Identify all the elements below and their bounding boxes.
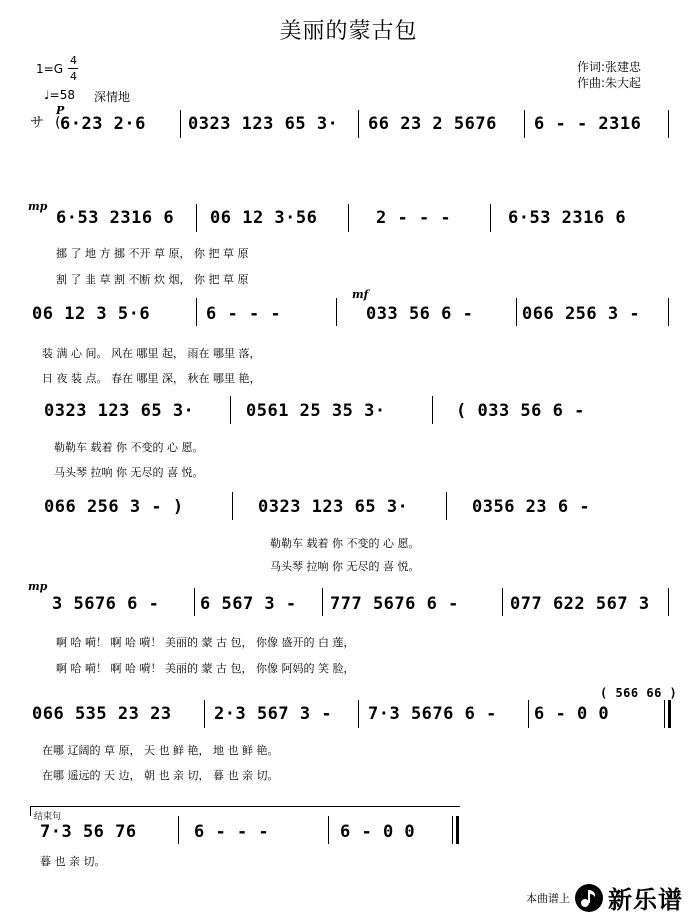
measure-notes: 0323 123 65 3· [188,114,339,134]
lyric-line: 挪 了 地 方 挪 不开 草 原， 你 把 草 原 [56,247,249,260]
final-barline [452,816,453,844]
measure-notes: 6·53 2316 6 [508,208,627,228]
repeat-barline-thick [668,700,671,728]
lyric-line: 啊 哈 嗬！ 啊 哈 嗬！ 美丽的 蒙 古 包， 你像 盛开的 白 莲， [56,636,355,649]
barline [358,110,359,138]
measure-notes: 7·3 5676 6 - [368,704,497,724]
barline [232,492,233,520]
measure-notes: 66 23 2 5676 [368,114,497,134]
barline [668,110,669,138]
barline [322,588,323,616]
dynamic-mark: mf [352,288,369,301]
footer-brand [526,880,683,915]
lyric-line: 在哪 辽阔的 草 原， 天 也 鲜 艳， 地 也 鲜 艳。 [42,744,279,757]
measure-notes: 0323 123 65 3· [44,401,195,421]
measure-notes: 0561 25 35 3· [246,401,386,421]
barline [204,700,205,728]
barline [196,204,197,232]
measure-notes: 7·3 56 76 [40,822,137,842]
ending-bracket-edge [30,806,31,816]
measure-notes: 06 12 3 5·6 [32,304,151,324]
barline [524,110,525,138]
barline [668,298,669,326]
measure-notes: 033 56 6 - [366,304,474,324]
barline [528,700,529,728]
measure-notes: 6 - 0 0 [340,822,416,842]
dynamic-mark: mp [28,200,48,213]
measure-notes: 6 567 3 - [200,594,297,614]
free-tempo-mark: サ ( [30,115,63,131]
measure-notes: 6 - 0 0 [534,704,610,724]
music-note-icon [574,883,604,913]
measure-notes: 6·53 2316 6 [56,208,175,228]
measure-notes: 3 5676 6 - [52,594,160,614]
measure-notes: 066 256 3 - ) [44,497,184,517]
barline [328,816,329,844]
barline [502,588,503,616]
lyric-line: 割 了 韭 草 割 不断 炊 烟， 你 把 草 原 [56,273,249,286]
measure-notes: 0356 23 6 - [472,497,591,517]
page-title: 美丽的蒙古包 [279,19,418,44]
lyric-line: 日 夜 装 点。 春在 哪里 深， 秋在 哪里 艳， [42,372,261,385]
lyricist-credit: 作词:张建忠 [577,60,642,74]
time-signature-rule [68,68,78,69]
barline [358,700,359,728]
footer-brand-name: 新乐谱 [608,886,683,914]
lyric-line: 勒勒车 载着 你 不变的 心 愿。 [270,537,420,550]
measure-notes: 077 622 567 3 [510,594,650,614]
barline [446,492,447,520]
lyric-line: 马头琴 拉响 你 无尽的 喜 悦。 [54,466,204,479]
measure-notes: 6 - - - [206,304,282,324]
barline [516,298,517,326]
footer-prefix: 本曲谱上 [526,891,570,905]
time-signature-bottom: 4 [70,70,77,83]
lyric-line: 装 满 心 间。 风在 哪里 起， 雨在 哪里 落， [42,347,261,360]
lyric-line: 暮 也 亲 切。 [40,855,106,868]
barline [668,588,669,616]
ending-bracket [30,806,460,807]
time-signature-top: 4 [70,54,77,67]
lyric-line: 啊 哈 嗬！ 啊 哈 嗬！ 美丽的 蒙 古 包， 你像 阿妈的 笑 脸， [56,662,355,675]
barline [180,110,181,138]
measure-notes: 066 535 23 23 [32,704,172,724]
measure-notes: 066 256 3 - [522,304,641,324]
expression-marking: 深情地 [94,90,131,104]
ending-label: 结束句 [34,812,62,822]
repeat-barline [664,700,665,728]
barline [196,298,197,326]
lyric-line: 在哪 遥远的 天 边， 朝 也 亲 切， 暮 也 亲 切。 [42,769,279,782]
measure-notes: 6 - - - [194,822,270,842]
composer-credit: 作曲:朱大起 [577,76,642,90]
measure-notes: 6 - - 2316 [534,114,642,134]
measure-notes: 2 - - - [376,208,452,228]
measure-notes: 2·3 567 3 - [214,704,333,724]
measure-notes: ( 033 56 6 - [456,401,585,421]
key-signature: 1=G [36,62,63,76]
tempo-marking: ♩=58 [44,88,75,102]
ending-alternative: ( 566 66 ) [600,686,678,700]
measure-notes: 06 12 3·56 [210,208,318,228]
measure-notes: 6·23 2·6 [60,114,146,134]
barline [178,816,179,844]
final-barline-thick [456,816,459,844]
barline [432,396,433,424]
barline [336,298,337,326]
barline [230,396,231,424]
lyric-line: 勒勒车 载着 你 不变的 心 愿。 [54,441,204,454]
dynamic-mark: P [56,104,65,117]
dynamic-mark: mp [28,580,48,593]
measure-notes: 0323 123 65 3· [258,497,409,517]
barline [348,204,349,232]
barline [490,204,491,232]
measure-notes: 777 5676 6 - [330,594,459,614]
lyric-line: 马头琴 拉响 你 无尽的 喜 悦。 [270,560,420,573]
barline [194,588,195,616]
